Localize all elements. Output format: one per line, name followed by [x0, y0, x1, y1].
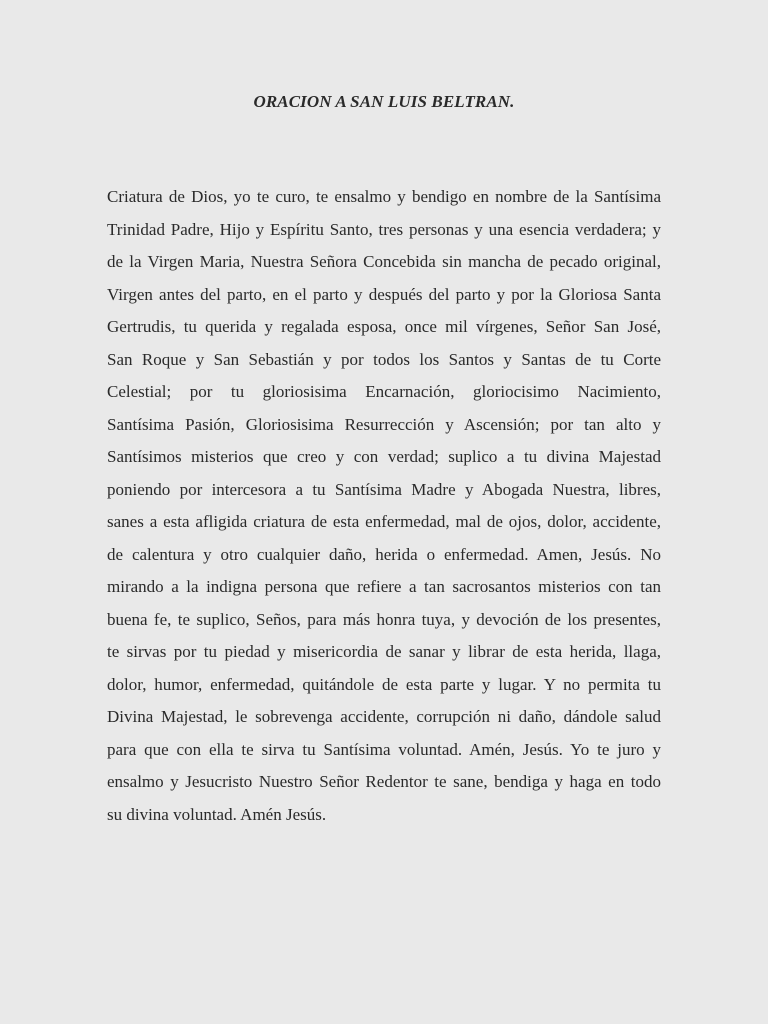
prayer-line: San Roque y San Sebastián y por todos los Santos y Santas de tu Corte — [107, 349, 661, 369]
prayer-line: Divina Majestad, le sobrevenga accidente, corrupción ni daño, dándole salud — [107, 707, 661, 726]
prayer-line: sanes a esta afligida criatura de esta enfermedad, mal de ojos, dolor, accidente, — [107, 512, 661, 531]
prayer-line: buena fe, te suplico, Seños, para más honra tuya, y devoción de los presentes, — [107, 609, 661, 629]
prayer-line: dolor, humor, enfermedad, quitándole de esta parte y lugar. Y no permita tu — [107, 674, 661, 694]
prayer-line: mirando a la indigna persona que refiere a tan sacrosantos misterios con tan — [107, 577, 661, 596]
prayer-line: Gertrudis, tu querida y regalada esposa, once mil vírgenes, Señor San José, — [107, 317, 661, 336]
prayer-line: Virgen antes del parto, en el parto y después del parto y por la Gloriosa Santa — [107, 284, 661, 304]
prayer-line: Celestial; por tu gloriosisima Encarnación, gloriocisimo Nacimiento, — [107, 382, 661, 401]
prayer-line: para que con ella te sirva tu Santísima voluntad. Amén, Jesús. Yo te juro y — [107, 739, 661, 759]
prayer-line: de la Virgen Maria, Nuestra Señora Concebida sin mancha de pecado original, — [107, 252, 661, 271]
prayer-line: poniendo por intercesora a tu Santísima Madre y Abogada Nuestra, libres, — [107, 479, 661, 499]
prayer-line: Criatura de Dios, yo te curo, te ensalmo y bendigo en nombre de la Santísima — [107, 187, 661, 206]
prayer-line: su divina voluntad. Amén Jesús. — [107, 804, 327, 824]
prayer-line: Santísima Pasión, Gloriosisima Resurrección y Ascensión; por tan alto y — [107, 414, 661, 434]
prayer-body — [107, 181, 661, 831]
prayer-line: ensalmo y Jesucristo Nuestro Señor Redentor te sane, bendiga y haga en todo — [107, 772, 661, 791]
prayer-line: te sirvas por tu piedad y misericordia de sanar y librar de esta herida, llaga, — [107, 642, 661, 661]
prayer-line: Santísimos misterios que creo y con verdad; suplico a tu divina Majestad — [107, 447, 661, 466]
page-title: ORACION A SAN LUIS BELTRAN. — [253, 92, 515, 111]
prayer-line: Trinidad Padre, Hijo y Espíritu Santo, tres personas y una esencia verdadera; y — [107, 219, 661, 239]
prayer-line: de calentura y otro cualquier daño, herida o enfermedad. Amen, Jesús. No — [107, 544, 661, 564]
